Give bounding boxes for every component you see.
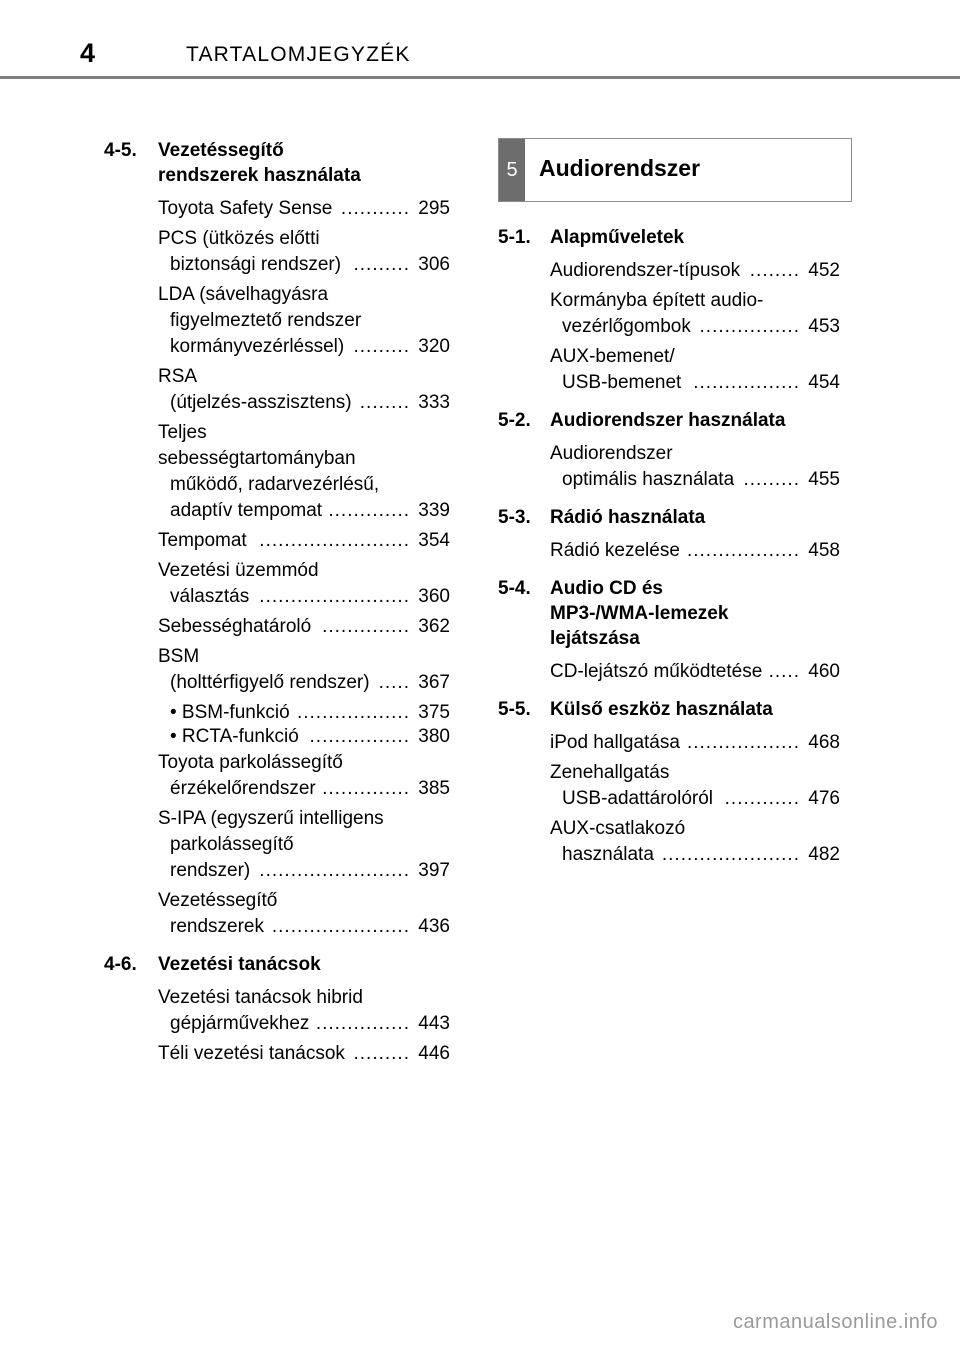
toc-leader: [687, 538, 840, 564]
section-title: [498, 697, 840, 722]
toc-page-number: 482: [808, 844, 840, 865]
toc-dot-leader: .........: [353, 1043, 410, 1064]
toc-entry-text: LDA (sávelhagyásra: [158, 284, 329, 305]
toc-section: [104, 952, 450, 1067]
toc-leader: [341, 196, 450, 222]
toc-leader: [743, 467, 840, 493]
toc-entry-text: Audiorendszer: [550, 443, 673, 464]
toc-entry[interactable]: [550, 258, 840, 284]
toc-page-number: 436: [418, 916, 450, 937]
section-heading: [498, 697, 840, 722]
toc-entry-text: rendszer): [170, 860, 251, 881]
watermark: carmanualsonline.info: [732, 1311, 938, 1333]
toc-leader: [662, 842, 840, 868]
toc-dot-leader: ..............: [322, 616, 410, 637]
toc-entry-text: figyelmeztető rendszer: [170, 310, 362, 331]
toc-page-number: 385: [418, 778, 450, 799]
toc-page-number: 460: [808, 661, 840, 682]
toc-entry[interactable]: [158, 750, 450, 802]
toc-leader: [297, 700, 450, 726]
section-heading: [498, 505, 840, 530]
toc-entry[interactable]: [158, 282, 450, 360]
section-heading: [498, 408, 840, 433]
toc-dot-leader: ........................: [259, 530, 410, 551]
toc-entry[interactable]: [158, 196, 450, 222]
toc-entry-text: S-IPA (egyszerű intelligens: [158, 808, 384, 829]
toc-entry[interactable]: [158, 226, 450, 278]
toc-leader: [353, 334, 450, 360]
toc-entry-text: PCS (ütközés előtti: [158, 228, 320, 249]
toc-page-number: 295: [418, 198, 450, 219]
toc-dot-leader: ........................: [259, 586, 410, 607]
toc-leader: [687, 730, 840, 756]
section-title: [498, 505, 840, 530]
toc-page-number: 453: [808, 316, 840, 337]
section-number: 4-6.: [104, 954, 137, 975]
section-number: 5-5.: [498, 699, 531, 720]
section-title: [104, 138, 450, 188]
toc-entry-text: RSA: [158, 366, 198, 387]
toc-dot-leader: ..............: [322, 778, 410, 799]
section-title-line: Alapműveletek: [550, 227, 685, 248]
section-title-line: Külső eszköz használata: [550, 699, 773, 720]
toc-section: [498, 505, 840, 564]
section-title: [498, 576, 840, 651]
toc-entry-text: gépjárművekhez: [170, 1013, 310, 1034]
toc-entry-text: Kormányba épített audio-: [550, 290, 764, 311]
toc-entry[interactable]: [550, 730, 840, 756]
toc-page-number: 397: [418, 860, 450, 881]
toc-entry-text: kormányvezérléssel): [170, 336, 345, 357]
toc-entry-text: Teljes sebességtartományban: [158, 422, 356, 469]
toc-entry[interactable]: [158, 806, 450, 884]
toc-dot-leader: ......................: [661, 844, 800, 865]
header-divider: [0, 76, 960, 79]
toc-entry-text: Zenehallgatás: [550, 762, 670, 783]
toc-entry[interactable]: [158, 420, 450, 524]
toc-section: [498, 408, 840, 493]
toc-leader: [272, 914, 450, 940]
toc-entry[interactable]: [158, 1041, 450, 1067]
toc-page-number: 375: [418, 702, 450, 723]
toc-leader: [259, 528, 450, 554]
toc-leader: [360, 390, 450, 416]
toc-entry[interactable]: [158, 888, 450, 940]
toc-section: [104, 138, 450, 940]
toc-page-number: 476: [808, 788, 840, 809]
toc-leader: [725, 786, 840, 812]
section-heading: [104, 138, 450, 188]
toc-page-number: 458: [808, 540, 840, 561]
toc-dot-leader: ........................: [259, 860, 410, 881]
toc-leader: [769, 659, 840, 685]
chapter-header: [498, 138, 852, 202]
toc-dot-leader: .........: [353, 336, 410, 357]
toc-page-number: 380: [418, 726, 450, 747]
toc-entry-text: Toyota Safety Sense: [158, 198, 333, 219]
toc-entry-text: adaptív tempomat: [170, 500, 323, 521]
toc-leader: [353, 252, 450, 278]
section-number: 4-5.: [104, 140, 137, 161]
toc-page-number: 360: [418, 586, 450, 607]
toc-leader: [379, 670, 450, 696]
section-title: [498, 225, 840, 250]
toc-entry-text: • BSM-funkció: [170, 702, 290, 723]
toc-page-number: 362: [418, 616, 450, 637]
toc-dot-leader: ..................: [686, 732, 800, 753]
section-title-line: Audiorendszer használata: [550, 410, 786, 431]
toc-leader: [322, 614, 450, 640]
section-heading: [104, 952, 450, 977]
section-heading: [498, 576, 840, 651]
toc-dot-leader: .....: [768, 661, 800, 682]
toc-entry-text: CD-lejátszó működtetése: [550, 661, 763, 682]
toc-dot-leader: ................: [309, 726, 410, 747]
toc-entry-text: Rádió kezelése: [550, 540, 680, 561]
page-number: 4: [80, 38, 96, 68]
toc-entry-text: optimális használata: [562, 469, 735, 490]
section-title-line: Audio CD és: [550, 578, 663, 599]
toc-entry-text: parkolássegítő: [170, 834, 294, 855]
toc-section: [498, 225, 840, 396]
toc-dot-leader: ..................: [296, 702, 410, 723]
toc-leader: [259, 584, 450, 610]
page-title: TARTALOMJEGYZÉK: [186, 43, 411, 66]
toc-entry[interactable]: [550, 760, 840, 812]
toc-entry-text: Toyota parkolássegítő: [158, 752, 343, 773]
toc-entry[interactable]: [550, 816, 840, 868]
toc-entry[interactable]: [158, 558, 450, 610]
toc-page-number: 446: [418, 1043, 450, 1064]
toc-entry-text: biztonsági rendszer): [170, 254, 342, 275]
toc-page-number: 333: [418, 392, 450, 413]
toc-entry-text: (holttérfigyelő rendszer): [170, 672, 370, 693]
toc-page-number: 354: [418, 530, 450, 551]
toc-dot-leader: ...........: [340, 198, 410, 219]
toc-dot-leader: ........: [749, 260, 800, 281]
toc-leader: [693, 370, 840, 396]
toc-entry-text: Audiorendszer-típusok: [550, 260, 741, 281]
toc-page-number: 468: [808, 732, 840, 753]
toc-entry[interactable]: [158, 700, 450, 726]
toc-page-number: 339: [418, 500, 450, 521]
section-title: [104, 952, 450, 977]
toc-section: [498, 697, 840, 868]
section-number: 5-3.: [498, 507, 531, 528]
toc-dot-leader: ......................: [271, 916, 410, 937]
section-title-line: rendszerek használata: [158, 165, 361, 186]
toc-page-number: 455: [808, 469, 840, 490]
toc-leader: [328, 498, 450, 524]
toc-dot-leader: .........: [743, 469, 800, 490]
toc-page-number: 367: [418, 672, 450, 693]
toc-entry-text: vezérlőgombok: [562, 316, 691, 337]
toc-leader: [259, 858, 450, 884]
toc-entry-text: BSM: [158, 646, 200, 667]
toc-page-number: 320: [418, 336, 450, 357]
toc-entry[interactable]: [550, 538, 840, 564]
toc-dot-leader: .........: [353, 254, 410, 275]
toc-leader: [316, 1011, 450, 1037]
toc-entry[interactable]: [158, 724, 450, 750]
toc-entry[interactable]: [158, 644, 450, 696]
toc-entry-text: iPod hallgatása: [550, 732, 680, 753]
section-number: 5-1.: [498, 227, 531, 248]
section-title-line: lejátszása: [550, 628, 640, 649]
toc-entry-text: rendszerek: [170, 916, 264, 937]
toc-dot-leader: ..................: [686, 540, 800, 561]
toc-entry[interactable]: [158, 614, 450, 640]
toc-entry-text: AUX-bemenet/: [550, 346, 675, 367]
toc-entry[interactable]: [550, 659, 840, 685]
toc-leader: [322, 776, 450, 802]
toc-dot-leader: .................: [693, 372, 800, 393]
toc-entry[interactable]: [158, 985, 450, 1037]
toc-page-number: 443: [418, 1013, 450, 1034]
section-title-line: Vezetési tanácsok: [158, 954, 321, 975]
toc-entry-text: • RCTA-funkció: [170, 726, 299, 747]
toc-entry-text: USB-adattárolóról: [562, 788, 714, 809]
toc-entry-text: Vezetési üzemmód: [158, 560, 319, 581]
toc-entry-text: használata: [562, 844, 654, 865]
section-title-line: Vezetéssegítő: [158, 140, 284, 161]
section-number: 5-2.: [498, 410, 531, 431]
section-number: 5-4.: [498, 578, 531, 599]
toc-entry[interactable]: [550, 344, 840, 396]
section-title: [498, 408, 840, 433]
section-title-line: Rádió használata: [550, 507, 706, 528]
toc-left-column: [104, 138, 450, 1079]
toc-entry[interactable]: [158, 528, 450, 554]
toc-entry-text: választás: [170, 586, 250, 607]
toc-section: [498, 576, 840, 685]
toc-right-column: [498, 225, 840, 880]
toc-dot-leader: ................: [699, 316, 800, 337]
section-heading: [498, 225, 840, 250]
toc-entry-text: Vezetéssegítő: [158, 890, 278, 911]
toc-entry-text: USB-bemenet: [562, 372, 682, 393]
toc-dot-leader: .............: [328, 500, 410, 521]
toc-entry-text: Tempomat: [158, 530, 247, 551]
chapter-number: 5: [499, 139, 525, 201]
chapter-title: Audiorendszer: [539, 155, 701, 181]
toc-entry-text: Téli vezetési tanácsok: [158, 1043, 345, 1064]
toc-entry-text: működő, radarvezérlésű,: [170, 474, 380, 495]
toc-entry-text: (útjelzés-asszisztens): [170, 392, 352, 413]
toc-leader: [310, 724, 450, 750]
toc-dot-leader: .....: [378, 672, 410, 693]
toc-leader: [700, 314, 840, 340]
toc-dot-leader: ...............: [315, 1013, 410, 1034]
toc-entry[interactable]: [550, 288, 840, 340]
toc-leader: [353, 1041, 450, 1067]
toc-page-number: 452: [808, 260, 840, 281]
toc-entry-text: érzékelőrendszer: [170, 778, 316, 799]
toc-entry-text: AUX-csatlakozó: [550, 818, 686, 839]
toc-page-number: 306: [418, 254, 450, 275]
section-title-line: MP3-/WMA-lemezek: [550, 603, 729, 624]
toc-entry-text: Vezetési tanácsok hibrid: [158, 987, 363, 1008]
toc-entry-text: Sebességhatároló: [158, 616, 312, 637]
toc-entry[interactable]: [550, 441, 840, 493]
toc-dot-leader: ............: [724, 788, 800, 809]
toc-entry[interactable]: [158, 364, 450, 416]
toc-leader: [750, 258, 840, 284]
toc-dot-leader: ........: [359, 392, 410, 413]
toc-page-number: 454: [808, 372, 840, 393]
